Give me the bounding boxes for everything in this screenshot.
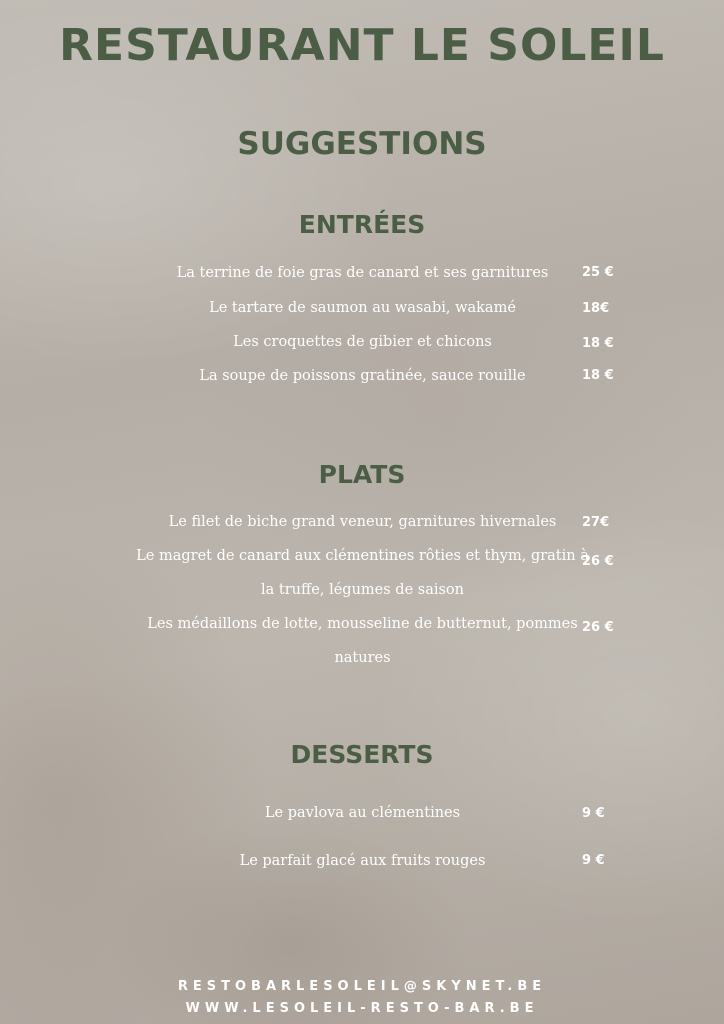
menu-item-price: 26 € xyxy=(582,554,614,569)
menu-item-price: 25 € xyxy=(582,265,614,280)
menu-item-price: 18€ xyxy=(582,301,610,316)
menu-item-price: 26 € xyxy=(582,620,614,635)
footer-website: WWW.LESOLEIL-RESTO-BAR.BE xyxy=(185,1001,539,1016)
menu-item-price: 9 € xyxy=(582,853,605,868)
menu-item-price: 27€ xyxy=(582,515,610,530)
footer-email: RESTOBARLESOLEIL@SKYNET.BE xyxy=(177,979,547,994)
menu-item-dish: Le parfait glacé aux fruits rouges xyxy=(239,853,486,869)
section-heading-entrees: ENTRÉES xyxy=(298,210,426,239)
section-heading-plats: PLATS xyxy=(318,460,406,489)
menu-item-dish: La soupe de poissons gratinée, sauce rouille xyxy=(199,368,526,384)
suggestions-heading: SUGGESTIONS xyxy=(237,126,487,162)
restaurant-title: RESTAURANT LE SOLEIL xyxy=(59,20,665,71)
section-heading-desserts: DESSERTS xyxy=(290,740,434,769)
menu-item-dish: Les médaillons de lotte, mousseline de butternut, pommes natures xyxy=(147,616,578,666)
menu-item-dish: Le pavlova au clémentines xyxy=(264,805,461,821)
menu-item-dish: Les croquettes de gibier et chicons xyxy=(233,334,492,350)
menu-item-price: 18 € xyxy=(582,336,614,351)
menu-item-dish: Le magret de canard aux clémentines rôties et thym, gratin à la truffe, légumes de saison xyxy=(136,548,589,598)
menu-item-price: 9 € xyxy=(582,806,605,821)
menu-item-dish: Le tartare de saumon au wasabi, wakamé xyxy=(209,300,516,316)
menu-item-dish: La terrine de foie gras de canard et ses garnitures xyxy=(176,265,549,281)
menu-item-price: 18 € xyxy=(582,368,614,383)
menu-item-dish: Le filet de biche grand veneur, garnitures hivernales xyxy=(168,514,557,530)
